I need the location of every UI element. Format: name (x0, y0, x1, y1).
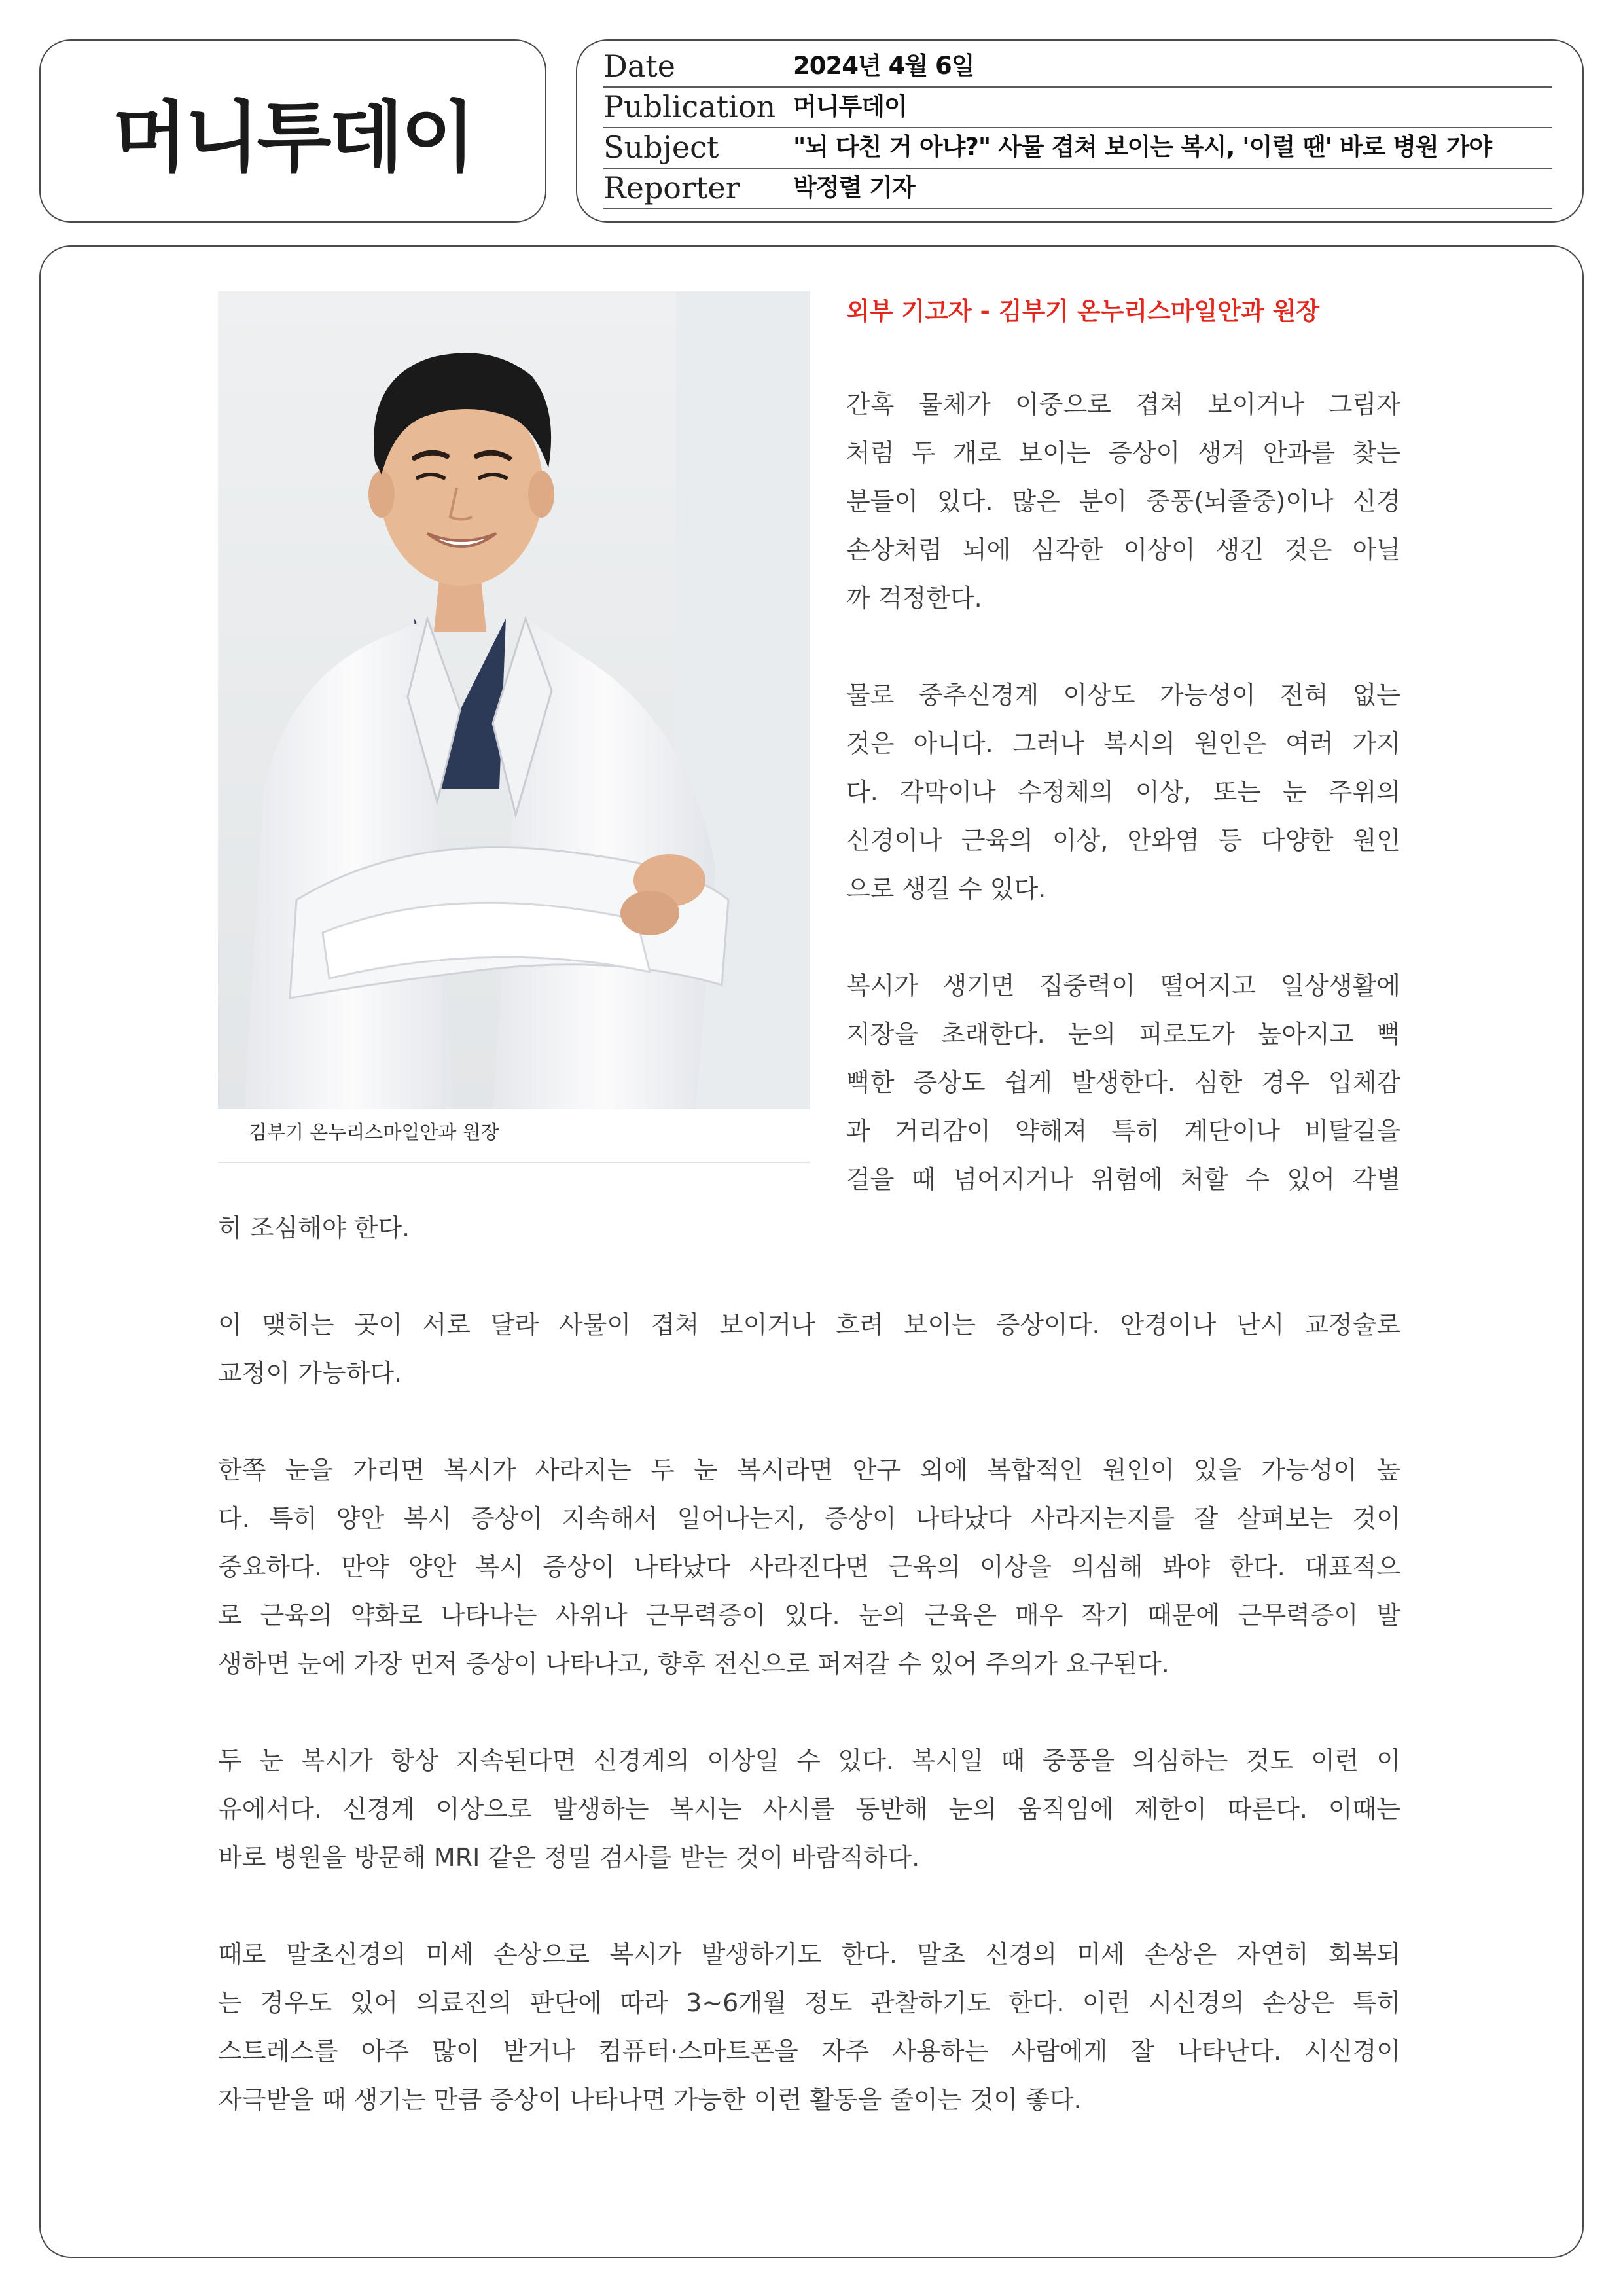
article-line: 뻑한 증상도 쉽게 발생한다. 심한 경우 입체감 (846, 1068, 1400, 1097)
article-line: 히 조심해야 한다. (218, 1213, 410, 1242)
article-line: 교정이 가능하다. (218, 1359, 402, 1388)
meta-row-date (603, 46, 1552, 88)
article-line: 다. 특히 양안 복시 증상이 지속해서 일어나는지, 증상이 나타났다 사라지는지를 잘 살펴보는 것이 (218, 1504, 1400, 1533)
article-byline: 외부 기고자 - 김부기 온누리스마일안과 원장 (846, 297, 1320, 325)
article-line: 까 걱정한다. (846, 584, 982, 613)
meta-label-subject: Subject (603, 130, 719, 165)
article-line: 과 거리감이 약해져 특히 계단이나 비탈길을 (846, 1117, 1400, 1145)
metadata-box (576, 39, 1584, 223)
doctor-photo (218, 291, 810, 1109)
meta-row-publication (603, 86, 1552, 128)
meta-value-publication: 머니투데이 (793, 92, 907, 120)
article-line: 지장을 초래한다. 눈의 피로도가 높아지고 뻑 (846, 1020, 1400, 1049)
publication-logo: 머니투데이 (113, 92, 473, 183)
article-line: 것은 아니다. 그러나 복시의 원인은 여러 가지 (846, 729, 1400, 758)
article-line: 자극받을 때 생기는 만큼 증상이 나타나면 가능한 이런 활동을 줄이는 것이 좋다. (218, 2085, 1082, 2114)
article-line: 중요하다. 만약 양안 복시 증상이 나타났다 사라진다면 근육의 이상을 의심해 봐야 한다. 대표적으 (218, 1552, 1400, 1581)
meta-label-date: Date (603, 48, 676, 84)
caption-divider (218, 1162, 810, 1163)
meta-label-publication: Publication (603, 89, 776, 124)
article-line: 유에서다. 신경계 이상으로 발생하는 복시는 사시를 동반해 눈의 움직임에 제한이 따른다. 이때는 (218, 1795, 1400, 1823)
article-line: 는 경우도 있어 의료진의 판단에 따라 3~6개월 정도 관찰하기도 한다. 이런 시신경의 손상은 특히 (218, 1988, 1400, 2017)
meta-value-date: 2024년 4월 6일 (793, 52, 974, 80)
article-line: 으로 생길 수 있다. (846, 874, 1046, 903)
article-line: 간혹 물체가 이중으로 겹쳐 보이거나 그림자 (846, 390, 1400, 419)
article-line: 바로 병원을 방문해 MRI 같은 정밀 검사를 받는 것이 바람직하다. (218, 1843, 920, 1872)
article-line: 손상처럼 뇌에 심각한 이상이 생긴 것은 아닐 (846, 535, 1400, 564)
meta-row-subject (603, 127, 1552, 169)
meta-value-subject: "뇌 다친 거 아냐?" 사물 겹쳐 보이는 복시, '이럴 땐' 바로 병원 가야 (793, 133, 1492, 161)
photo-caption: 김부기 온누리스마일안과 원장 (249, 1121, 499, 1143)
article-line: 이 맺히는 곳이 서로 달라 사물이 겹쳐 보이거나 흐려 보이는 증상이다. 안경이나 난시 교정술로 (218, 1310, 1400, 1339)
article-line: 복시가 생기면 집중력이 떨어지고 일상생활에 (846, 971, 1400, 1000)
article-line: 스트레스를 아주 많이 받거나 컴퓨터·스마트폰을 자주 사용하는 사람에게 잘 나타난다. 시신경이 (218, 2037, 1400, 2066)
article-line: 다. 각막이나 수정체의 이상, 또는 눈 주위의 (846, 778, 1400, 806)
meta-row-reporter (603, 168, 1552, 209)
meta-label-reporter: Reporter (603, 170, 740, 206)
article-line: 신경이나 근육의 이상, 안와염 등 다양한 원인 (846, 826, 1400, 855)
article-line: 물로 중추신경계 이상도 가능성이 전혀 없는 (846, 681, 1400, 709)
article-line: 때로 말초신경의 미세 손상으로 복시가 발생하기도 한다. 말초 신경의 미세 손상은 자연히 회복되 (218, 1940, 1400, 1969)
article-line: 두 눈 복시가 항상 지속된다면 신경계의 이상일 수 있다. 복시일 때 중풍을 의심하는 것도 이런 이 (218, 1746, 1400, 1775)
article-line: 걸을 때 넘어지거나 위험에 처할 수 있어 각별 (846, 1165, 1400, 1194)
article-line: 분들이 있다. 많은 분이 중풍(뇌졸중)이나 신경 (846, 487, 1400, 516)
article-line: 생하면 눈에 가장 먼저 증상이 나타나고, 향후 전신으로 퍼져갈 수 있어 주의가 요구된다. (218, 1649, 1169, 1678)
meta-value-reporter: 박정렬 기자 (793, 173, 915, 202)
logo-box (39, 39, 546, 223)
article-line: 처럼 두 개로 보이는 증상이 생겨 안과를 찾는 (846, 439, 1400, 467)
article-line: 로 근육의 약화로 나타나는 사위나 근무력증이 있다. 눈의 근육은 매우 작기 때문에 근무력증이 발 (218, 1601, 1400, 1630)
article-line: 한쪽 눈을 가리면 복시가 사라지는 두 눈 복시라면 안구 외에 복합적인 원인이 있을 가능성이 높 (218, 1456, 1400, 1484)
